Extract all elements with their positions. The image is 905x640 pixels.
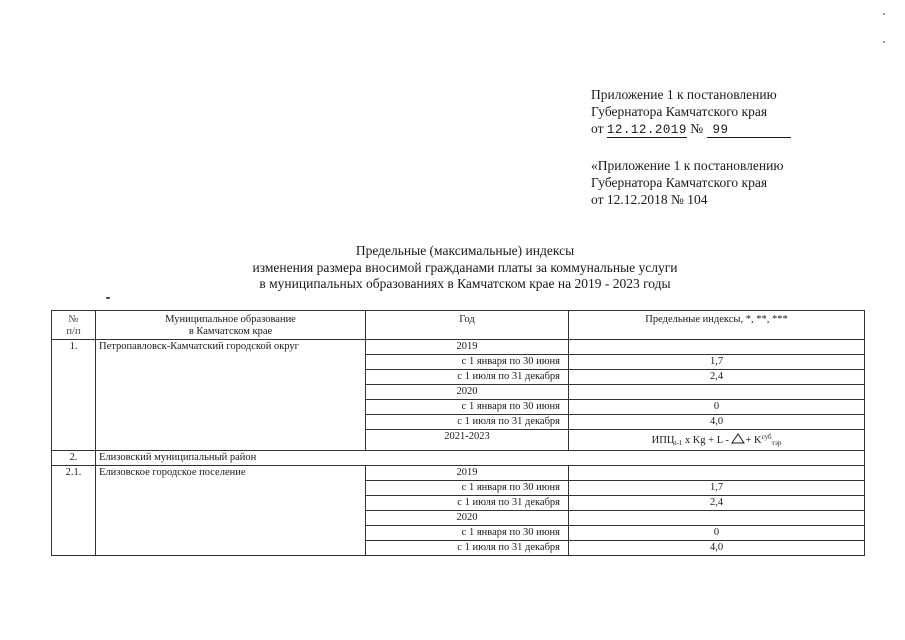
municipality-name — [96, 541, 366, 556]
indices-table — [51, 310, 865, 556]
municipality-name — [96, 385, 366, 400]
scan-speck — [883, 41, 885, 43]
table-row — [52, 526, 865, 541]
municipality-name — [96, 415, 366, 430]
municipality-name: Елизовский муниципальный район — [96, 451, 865, 466]
row-number — [52, 481, 96, 496]
period-cell: с 1 июля по 31 декабря — [366, 370, 569, 385]
formula-part: ИПЦ — [651, 435, 675, 446]
table-row — [52, 370, 865, 385]
header-text: Предельные индексы, *, **, *** — [645, 314, 788, 325]
row-number: 2.1. — [52, 466, 96, 481]
scan-speck — [106, 297, 110, 299]
row-number — [52, 430, 96, 451]
formula-part: + K — [745, 435, 762, 446]
row-number: 1. — [52, 340, 96, 355]
header-text: Муниципальное образование — [165, 314, 296, 325]
number-sign: № — [690, 121, 704, 136]
row-number — [52, 526, 96, 541]
municipality-name: Петропавловск-Камчатский городской округ — [96, 340, 366, 355]
row-number — [52, 385, 96, 400]
table-header-row — [52, 311, 865, 340]
appendix-line: Губернатора Камчатского края — [591, 104, 768, 119]
table-row — [52, 355, 865, 370]
table-row — [52, 466, 865, 481]
index-cell: 0 — [569, 400, 865, 415]
municipality-name — [96, 511, 366, 526]
row-number — [52, 355, 96, 370]
year-cell: 2021-2023 — [366, 430, 569, 451]
index-cell — [569, 340, 865, 355]
year-cell: 2020 — [366, 385, 569, 400]
municipality-name — [96, 430, 366, 451]
previous-appendix-header — [591, 157, 783, 208]
delta-icon — [731, 433, 745, 444]
row-number — [52, 370, 96, 385]
table-row — [52, 340, 865, 355]
formula-cell — [569, 430, 865, 451]
index-cell: 2,4 — [569, 496, 865, 511]
title-line: Предельные (максимальные) индексы — [355, 243, 575, 258]
header-text: п/п — [66, 326, 81, 337]
header-number — [52, 311, 96, 340]
index-cell: 1,7 — [569, 481, 865, 496]
row-number: 2. — [52, 451, 96, 466]
table-row — [52, 385, 865, 400]
index-cell — [569, 466, 865, 481]
municipality-name — [96, 370, 366, 385]
table-row — [52, 451, 865, 466]
header-municipality — [96, 311, 366, 340]
period-cell: с 1 января по 30 июня — [366, 526, 569, 541]
appendix-date-line — [591, 120, 791, 138]
index-cell: 2,4 — [569, 370, 865, 385]
period-cell: с 1 января по 30 июня — [366, 355, 569, 370]
document-title — [200, 243, 730, 293]
appendix-line: Приложение 1 к постановлению — [591, 87, 777, 102]
title-line: в муниципальных образованиях в Камчатском крае на 2019 - 2023 годы — [259, 276, 671, 291]
row-number — [52, 496, 96, 511]
from-label: от — [591, 121, 604, 136]
period-cell: с 1 июля по 31 декабря — [366, 541, 569, 556]
year-cell: 2020 — [366, 511, 569, 526]
table-row — [52, 481, 865, 496]
row-number — [52, 511, 96, 526]
appendix-line: «Приложение 1 к постановлению — [591, 158, 784, 173]
index-cell: 0 — [569, 526, 865, 541]
table-row — [52, 400, 865, 415]
header-year — [366, 311, 569, 340]
header-text: № — [68, 314, 79, 325]
table-row — [52, 430, 865, 451]
table-row — [52, 511, 865, 526]
index-cell — [569, 511, 865, 526]
period-cell: с 1 января по 30 июня — [366, 400, 569, 415]
year-cell: 2019 — [366, 466, 569, 481]
index-cell — [569, 385, 865, 400]
period-cell: с 1 июля по 31 декабря — [366, 496, 569, 511]
municipality-name: Елизовское городское поселение — [96, 466, 366, 481]
appendix-line: от 12.12.2018 № 104 — [591, 192, 708, 207]
title-line: изменения размера вносимой гражданами платы за коммунальные услуги — [252, 259, 678, 275]
table-row — [52, 496, 865, 511]
table-row — [52, 415, 865, 430]
formula-subscript: t-1 — [674, 439, 683, 447]
period-cell: с 1 января по 30 июня — [366, 481, 569, 496]
row-number — [52, 541, 96, 556]
municipality-name — [96, 355, 366, 370]
scan-speck — [883, 13, 885, 15]
year-cell: 2019 — [366, 340, 569, 355]
period-cell: с 1 июля по 31 декабря — [366, 415, 569, 430]
index-cell: 4,0 — [569, 415, 865, 430]
formula-subscript: тэр — [771, 439, 782, 447]
municipality-name — [96, 496, 366, 511]
index-cell: 1,7 — [569, 355, 865, 370]
index-cell: 4,0 — [569, 541, 865, 556]
formula-part: x Kg + L - — [682, 435, 729, 446]
row-number — [52, 400, 96, 415]
row-number — [52, 415, 96, 430]
formula-superscript: суб — [761, 433, 772, 441]
municipality-name — [96, 526, 366, 541]
municipality-name — [96, 481, 366, 496]
appendix-line: Губернатора Камчатского края — [591, 175, 768, 190]
decree-number: 99 — [707, 124, 791, 138]
header-index — [569, 311, 865, 340]
municipality-name — [96, 400, 366, 415]
header-text: Год — [459, 314, 475, 325]
header-text: в Камчатском крае — [188, 326, 273, 337]
appendix-header — [591, 86, 791, 138]
decree-date: 12.12.2019 — [606, 123, 687, 137]
table-row — [52, 541, 865, 556]
